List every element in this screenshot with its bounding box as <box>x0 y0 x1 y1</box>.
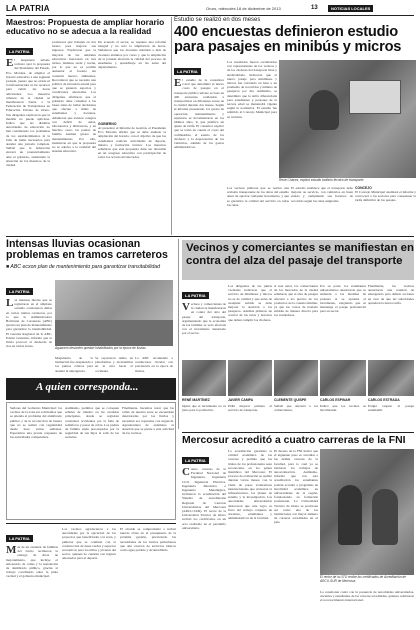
fares-col-4 <box>291 186 353 235</box>
section-rule <box>6 523 176 524</box>
person-figure <box>372 489 398 545</box>
body-text: La ceremonia contó con la presencia de autoridades universitarias, docentes y estudiantes de las carreras acreditadas, quienes celebraron el reconocimiento internacional. <box>320 590 414 603</box>
portrait-1 <box>182 360 226 396</box>
kicker: Estudio se realizó en dos meses <box>174 17 261 23</box>
section-rule <box>182 432 414 433</box>
mercosur-col-2 <box>228 449 272 625</box>
tag-la-patria: LA PATRIA <box>174 68 201 75</box>
mercosur-col-3 <box>274 449 318 625</box>
body-text: Los vecinos pidieron que se realice una revisión transparente de los datos del estudio antes de aprobar cualquier incremento, y que se garantice la calidad del servicio en todas las rutas. <box>227 186 289 207</box>
photo-caption: René Chávez, explicó estudio tarifario técnico de transporte. <box>279 178 365 182</box>
body-text: El estudio de la consultora Caral que determinó el nuevo costo de pasajes en el transporte público urbano se basó en 400 encuestas realizadas a transportistas en diferentes zonas de la ciudad durante dos meses. Según el informe presentado, los gastos de operación, mantenimiento y repuestos se incrementaron en los últimos años, lo que justifica un ajuste de tarifa. El consultor explicó que se tomó en cuenta el costo del combustible, el salario de los choferes y la depreciación de los vehículos, además de los gastos administrativos. <box>174 78 224 150</box>
body-text: Más de un centenar de familias del barrio recibieron la entrega de obras de mejoramiento, que incluye el enlosetado de calles y la instalación de alumbrado público, gracias al trabajo coordinado entre la junta vecinal y el gobierno municipal. <box>6 545 58 579</box>
body-text: Vecinos y comerciantes de la ciudad se manifestaron en contra del alza del pasaje del transporte, argumentando que la economía de las familias se verá afectada con el incremento anunciado por el sector. <box>182 302 226 336</box>
fares-col-3 <box>227 186 289 235</box>
body-text: De acuerdo al sector, se requiere una reforma integral y no solo la ampliación de horas. Señalaron que los docentes atienden a más de cuarenta alumnos por curso y que la ampliación de la jornada afectaría la calidad del proceso de enseñanza y aprendizaje en las aulas del departamento. <box>98 40 166 70</box>
headline-fares: 400 encuestas definieron estudio para pasajes en minibús y micros <box>174 24 402 55</box>
body-text: El Concejo Municipal analizará el informe y convocará a los sectores para consensuar la tarifa definitiva de los pasajes. <box>355 190 416 203</box>
portrait-4 <box>320 360 366 396</box>
teachers-col-3 <box>98 40 166 234</box>
body-text: Los dirigentes de las juntas vecinales indicaron que el servicio de minibuses y micros no es de calidad y que antes de cualquier subida se debe mejorar la atención a los pasajeros. Además pidieron un control de las rutas y horarios que deben cumplir los choferes. <box>228 284 272 322</box>
location-date: Oruro, miércoles 18 de diciembre de 2013 <box>206 6 281 11</box>
rain-col-3 <box>95 356 133 376</box>
photo-rector <box>320 449 414 575</box>
portrait-quote-4: Indicó que los vecinos se movilizarán. <box>320 404 366 413</box>
body-text: El decano de la FNI indicó que el siguiente paso es acreditar a las demás carreras de la facultad, para lo cual ya se iniciaron los trabajos de autoevaluación. Asimismo, informó que con esta acreditación los estudiantes podrán acceder a programas de movilidad académica en universidades de la región, fortaleciendo su formación profesional. La Universidad Técnica de Oruro se posiciona así como una de las instituciones con mayor número de carreras acreditadas en el país. <box>274 449 318 525</box>
body-text: El magisterio urbano rechazó ayer la propuesta del Presidente del Estado, Evo Morales, de ampliar el horario educativo a una segunda jornada, puesto que no existe ni la infraestructura ni los recursos para cubrir las horas adicionales. Los maestros urbanos de la ciudad se manifestaron frente a la Federación de Trabajadores en Educación Urbana de Oruro. Sus dirigentes explicaron que la medida no puede aplicarse. Indicó que las distintas autoridades de educación no han considerado los problemas de los establecimientos ni la falta de ítems necesarios para atender una jornada completa. Señaló que la federación elevará un pronunciamiento ante el gobierno, analizando la situación de los maestros de la ciudad. <box>6 58 50 168</box>
neighbors-col-5 <box>368 284 414 358</box>
neighbors-col-1 <box>182 284 226 358</box>
bottom-col-3 <box>120 527 176 625</box>
body-text: El estudio establece que el transporte debe mejorar su servicio, con vehículos en buen estado y cumpliendo sus horarios de recorrido según las rutas asignadas. <box>291 186 353 203</box>
portrait-quote-5: Exigió respeto al pasaje estudiantil. <box>368 404 414 413</box>
body-text: La acreditación garantiza la calidad académica de las carreras y permite que los títulos de los profesionales sean reconocidos en los países miembros del Mercosur. El proceso de evaluación se realizó durante varios meses, con la visita de pares evaluadores internacionales que revisaron la infraestructura, los planes de estudio y la investigación. Las autoridades universitarias destacaron que este logro es fruto del trabajo conjunto de docentes, estudiantes y administrativos de la facultad. <box>228 449 272 521</box>
masthead-rule <box>6 15 414 16</box>
portraits-row <box>182 360 414 430</box>
body-text: La ABC recomendó a conductores circular con precaución en la época de lluvias. <box>135 356 173 373</box>
teachers-col-1 <box>6 40 50 234</box>
headline-rain: Intensas lluvias ocasionan problemas en tramos carreteros <box>6 238 168 262</box>
body-text: Señores del Gobierno Municipal: los vecinos de la zona sur solicitamos que se atienda el problema del alumbrado público y de la recolección de basura que no se realiza con regularidad desde hace varias semanas. Esperamos una pronta respuesta de las autoridades competentes. <box>10 406 62 440</box>
body-text: A este tenor, los comerciantes de los mercados de la ciudad señalaron que el alza de pasajes afectará a los precios de los productos de la canasta familiar, ya que los costos de traslado subirán de manera directa para los vendedores. <box>274 284 318 318</box>
headline-teachers: Maestros: Propuesta de ampliar horario educativo no se adecua a la realidad <box>6 17 165 37</box>
bottom-col-2 <box>62 527 116 625</box>
road-graphic <box>55 320 173 346</box>
portrait-quote-3: Señaló que afectará a los comerciantes. <box>274 404 318 413</box>
column-divider <box>178 239 179 429</box>
person-figure <box>309 90 339 130</box>
photo-caption: Aguacero desorden quedan inhabilitados por la época de lluvias. <box>55 346 147 350</box>
tag-la-patria: LA PATRIA <box>6 535 33 542</box>
portrait-name-3: CLEMENTE QUISPE <box>274 398 307 402</box>
fares-col-5 <box>355 186 416 235</box>
mercosur-col-1 <box>182 449 226 625</box>
body-text: Las intensas lluvias que se registraron en el altiplano orureño ocasionaron daños en varios tramos carreteros, por lo que la Administradora Boliviana de Carreteras (ABC) ejecuta un plan de mantenimiento para garantizar la transitabilidad. El Gerente Regional de la ABC, Edwin Gonzales, informó que la lluvia provocó el desborde de ríos en varias zonas. <box>6 298 52 349</box>
neighbors-col-3 <box>274 284 318 358</box>
portrait-2 <box>228 360 272 396</box>
subhead-concejo: CONCEJO <box>355 186 372 190</box>
body-text: Finalmente, hacemos notar que las calles de nuestra zona se encuentran deterioradas por las lluvias y necesitan ser reparadas con urgencia. Agradecemos de antemano la atención que se preste a esta solicitud de los vecinos. <box>122 406 174 436</box>
tag-la-patria: LA PATRIA <box>6 288 33 295</box>
portrait-name-1: RENÉ MARTÍNEZ <box>182 398 210 402</box>
body-text: profesores que trabajan en dos turnos para mejorar sus ingresos. Explicaron que la mayoría de las unidades educativas funcionan en tres turnos, mañana, tarde y noche, por lo que no es posible aumentar el horario sin construir nuevos ambientes. Recordaron que se necesita una política de inversión estatal para que se generen espacios y condiciones adecuadas. Los dirigentes afirmaron que el gobierno debe consultar a las bases antes de tomar decisiones que afectan a miles de estudiantes y docentes. Añadieron que existen colegios con déficit de aulas, laboratorios y bibliotecas, y en muchos casos los padres de familia asumen gastos de mantenimiento. Por ello, insistieron en que la propuesta no se adecua a la realidad del sistema educativo. <box>52 40 96 154</box>
portrait-3 <box>274 360 318 396</box>
rain-col-2 <box>55 356 93 376</box>
bottom-col-1 <box>6 527 58 625</box>
portrait-quote-2: Pidió mejorar primero el servicio de transporte. <box>228 404 272 413</box>
photo-consultant <box>279 60 416 178</box>
mercosur-col-4 <box>320 590 414 625</box>
rain-col-4 <box>135 356 173 376</box>
teachers-col-2 <box>52 40 96 234</box>
quote-box <box>6 402 176 520</box>
portrait-quote-1: Opinó que el incremento no es justo para la población. <box>182 404 226 413</box>
body-text: El alcalde se comprometió a incluir nuevas obras en el presupuesto de la próxima gestión, priorizando las necesidades de los barrios periurbanos que aún carecen de servicios básicos como agua potable y alcantarillado. <box>120 527 176 553</box>
body-text: Al presentar el Informe de Gestión, el Presidente Evo Morales afirmó que se debe analizar la ampliación del horario, con el objetivo de que los estudiantes realicen actividades de deporte, música y formación técnica. Los maestros señalaron que esta propuesta debe ser discutida en un congreso educativo con participación de todos los actores involucrados. <box>98 126 166 160</box>
neighbors-col-2 <box>228 284 272 358</box>
portrait-name-2: JAVIER CAMPA <box>228 398 254 402</box>
deck-text: ABC ecxon plan de mantenimiento para garantizar transitabilidad <box>10 264 161 270</box>
section-label: NOTICIAS LOCALES <box>328 5 373 12</box>
tag-la-patria: LA PATRIA <box>182 292 209 299</box>
quote-banner-text: A quien corresponda... <box>36 381 139 393</box>
portrait-name-4: CARLOS ESPINAR <box>320 398 351 402</box>
photo-road <box>55 280 173 346</box>
masthead <box>6 4 414 15</box>
body-text: Los resultados fueron socializados con representantes de los vecinos y de los choferes del transporte libre y sindicalizado. Indicaron que el nuevo pasaje para minibuses y micros fue calculado en base a un promedio de recorridos y número de pasajeros por día. Asimismo, se determinó que la tarifa diferenciada para estudiantes y personas de la tercera edad se mantendrá vigente según la normativa. El estudio fue remitido al Concejo Municipal para su revisión. <box>227 60 277 119</box>
paper-logo: LA PATRIA <box>6 4 50 13</box>
page-number: 13 <box>311 5 318 11</box>
body-text: Se reportaron daños en plataformas y alcantarillas en la ruta hacia el occidente. <box>95 356 133 373</box>
body-text: Asimismo, pedimos que se coloquen señales de tránsito en las avenidas principales, donde se registran constantes accidentes por la falta de semáforos y pasos de cebra. Los padres de familia están preocupados por la seguridad de sus hijos al salir de las escuelas. <box>65 406 119 440</box>
person-figure <box>338 485 362 545</box>
column-divider <box>171 17 172 235</box>
rain-col-1 <box>6 280 52 376</box>
subhead-gobierno: GOBIERNO <box>98 122 117 126</box>
body-text: Los vecinos agradecieron a las autoridades por la ejecución de los proyectos que beneficiarán a la zona, y pidieron que se continúe con la construcción de áreas verdes y espacios recreativos para los niños y jóvenes del sector, quienes no cuentan con lugares adecuados para el deporte. <box>62 527 116 561</box>
tag-la-patria: LA PATRIA <box>182 457 209 464</box>
portrait-name-5: CARLOS ESTRADA <box>368 398 400 402</box>
headline-neighbors: Vecinos y comerciantes se manifiestan en contra del alza del pasaje del transporte <box>186 242 414 267</box>
neighbors-col-4 <box>320 284 366 358</box>
headline-mercosur: Mercosur acreditó a cuatro carreras de la FNI <box>182 435 406 446</box>
tag-la-patria: LA PATRIA <box>6 48 33 55</box>
deck-rain: ■ ABC ecxon plan de mantenimiento para garantizar transitabilidad <box>6 264 161 270</box>
quote-banner <box>6 378 176 400</box>
section-rule <box>6 236 414 237</box>
screen-graphic <box>349 80 401 114</box>
body-text: Cuatro carreras de la Facultad Nacional de Ingeniería, Ingeniería Civil, Ingeniería Eléctrica, Ingeniería Mecánica e Ingeniería Metalúrgica, recibieron la acreditación del Sistema de Acreditación Regional de Carreras Universitarias del Mercosur (ARCU-SUR). El rector de la Universidad Técnica de Oruro recibió los certificados en un acto realizado en el paraninfo universitario. <box>182 467 226 530</box>
body-text: Por su parte, los estudiantes universitarios anunciaron que se sumarán a las medidas de protesta si se aprueba el incremento, exigiendo que se mantenga el pasaje preferencial para su sector. <box>320 284 366 314</box>
fares-col-1 <box>174 60 224 235</box>
body-text: Maquinaria de la institución fue desplazada a los puntos críticos para atender la emergencia. <box>55 356 93 373</box>
photo-caption: El rector de la UTO recibe los certificados de Acreditación de ARCU-SUR de Mercosur. <box>320 575 406 583</box>
portrait-5 <box>368 360 414 396</box>
body-text: Finalmente, los vecinos anunciaron una reunión de emergencia para definir acciones en caso de que las autoridades aprueben la nueva tarifa. <box>368 284 414 305</box>
